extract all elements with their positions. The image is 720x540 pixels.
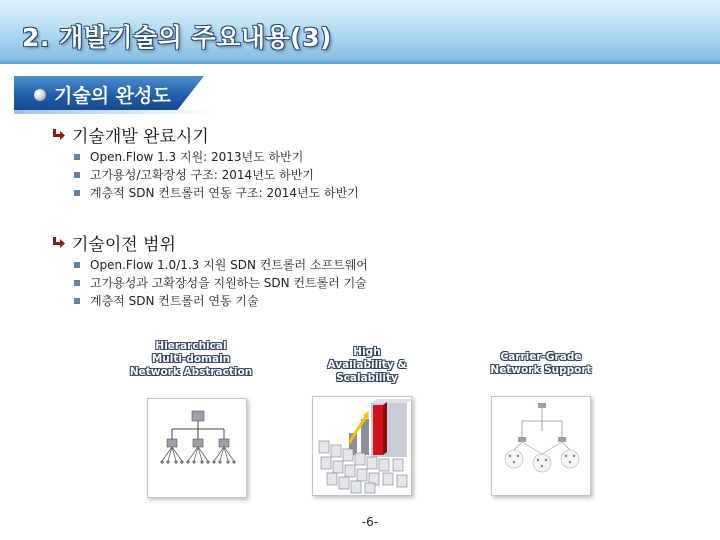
square-bullet-icon	[74, 280, 80, 286]
list-item: 계층적 SDN 컨트롤러 연동 구조: 2014년도 하반기	[74, 184, 359, 202]
hierarchy-tree-icon	[148, 399, 248, 499]
completion-date-list	[74, 148, 359, 202]
server-cluster-icon	[313, 397, 413, 497]
transfer-scope-list	[74, 256, 368, 310]
label-high-availability: High Availability & Scalability	[327, 346, 407, 384]
page-title: 2. 개발기술의 주요내용(3)	[22, 23, 332, 52]
section-title: 기술의 완성도	[54, 85, 171, 107]
list-item: Open.Flow 1.0/1.3 지원 SDN 컨트롤러 소프트웨어	[74, 256, 368, 274]
square-bullet-icon	[74, 190, 80, 196]
heading-completion-date: 기술개발 완료시기	[72, 127, 209, 147]
list-item: 고가용성/고확장성 구조: 2014년도 하반기	[74, 166, 359, 184]
arrow-bullet-icon	[52, 236, 66, 250]
bullet-circle-icon	[34, 89, 46, 101]
square-bullet-icon	[74, 298, 80, 304]
square-bullet-icon	[74, 172, 80, 178]
label-hierarchical-abstraction: Hierarchical Multi-domain Network Abstraction	[129, 340, 253, 378]
section-header-shadow	[14, 110, 214, 114]
label-carrier-grade: Carrier-Grade Network Support	[490, 351, 592, 376]
arrow-bullet-icon	[52, 128, 66, 142]
page-number: -6-	[361, 515, 379, 529]
hierarchy-diagram	[147, 398, 247, 498]
carrier-grade-diagram	[491, 396, 591, 496]
square-bullet-icon	[74, 262, 80, 268]
heading-transfer-scope: 기술이전 범위	[72, 235, 176, 255]
scalability-diagram	[312, 396, 412, 496]
square-bullet-icon	[74, 154, 80, 160]
network-topology-icon	[492, 397, 592, 497]
list-item: 계층적 SDN 컨트롤러 연동 기술	[74, 292, 368, 310]
list-item: 고가용성과 고확장성을 지원하는 SDN 컨트롤러 기술	[74, 274, 368, 292]
list-item: Open.Flow 1.3 지원: 2013년도 하반기	[74, 148, 359, 166]
